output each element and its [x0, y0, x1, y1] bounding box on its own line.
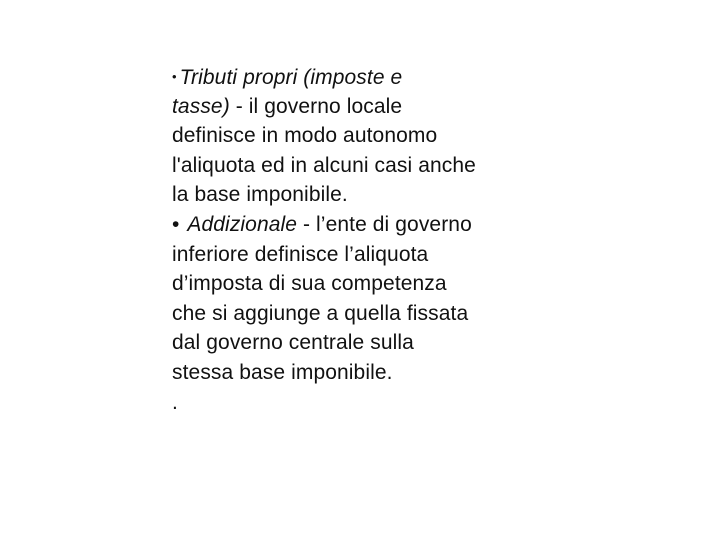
item2-line1 [172, 210, 552, 240]
bullet-icon: • [172, 69, 177, 84]
trailing-mark: . [172, 390, 178, 414]
item1-line2-rest: - il governo locale [229, 94, 403, 118]
item1-term-part1: Tributi propri (imposte e [179, 66, 403, 89]
item1-line5: la base imponibile. [172, 183, 348, 207]
item2-term: Addizionale [187, 212, 298, 236]
item1-line1 [172, 62, 552, 92]
bullet-icon: • [172, 212, 180, 236]
item1-term-part2: tasse) [172, 94, 230, 118]
item1-line3: definisce in modo autonomo [172, 124, 438, 148]
item2-line6: stessa base imponibile. [172, 360, 393, 384]
item2-line4: che si aggiunge a quella fissata [172, 301, 469, 325]
body-text [172, 62, 552, 417]
item2-line1-rest: - l’ente di governo [297, 212, 472, 236]
item1-line4: l'aliquota ed in alcuni casi anche [172, 153, 476, 177]
item1-line2 [172, 92, 552, 122]
item2-line5: dal governo centrale sulla [172, 331, 414, 355]
item2-line3: d’imposta di sua competenza [172, 272, 447, 296]
item2-line2: inferiore definisce l’aliquota [172, 242, 429, 266]
